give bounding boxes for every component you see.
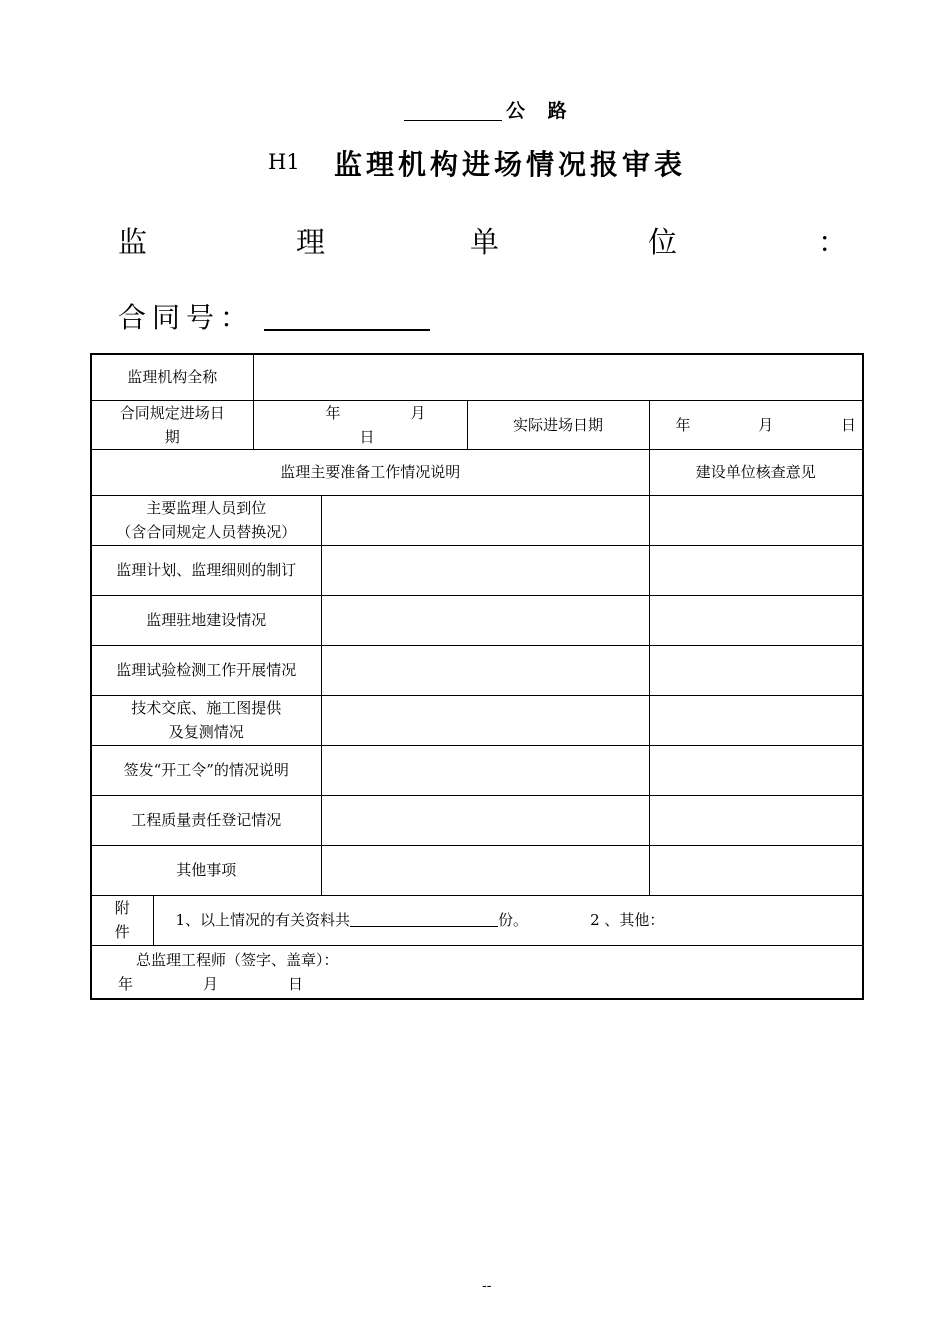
prep-work-cell[interactable] xyxy=(321,745,649,795)
prep-work-cell[interactable] xyxy=(321,795,649,845)
row-label-line1: 主要监理人员到位 xyxy=(146,499,267,517)
prep-work-cell[interactable] xyxy=(321,595,649,645)
sign-year: 年 xyxy=(118,974,134,993)
attachment-text-2: 份。 xyxy=(498,911,529,929)
owner-review-cell[interactable] xyxy=(649,595,863,645)
supervisor-char: 位 xyxy=(648,225,678,259)
table-row-label xyxy=(91,695,321,745)
actual-date-label: 实际进场日期 xyxy=(467,400,649,449)
prep-work-cell[interactable] xyxy=(321,645,649,695)
row-label-line1: 监理驻地建设情况 xyxy=(146,611,267,629)
prep-work-cell[interactable] xyxy=(321,495,649,545)
row-label-line2: （含合同规定人员替换况） xyxy=(116,523,297,541)
attachment-text-1: 1、以上情况的有关资料共 xyxy=(175,911,351,929)
supervisor-char: 单 xyxy=(470,225,500,259)
supervisor-unit-label xyxy=(118,220,848,260)
row-label-line2: 及复测情况 xyxy=(168,723,244,741)
sign-day: 日 xyxy=(288,974,304,993)
contract-date-year: 年 xyxy=(325,403,341,422)
prep-work-header: 监理主要准备工作情况说明 xyxy=(91,449,649,495)
contract-number-label: 合同号： xyxy=(118,301,255,334)
table-row-label xyxy=(91,645,321,695)
prep-work-cell[interactable] xyxy=(321,545,649,595)
contract-date-day: 日 xyxy=(359,427,375,446)
contract-date-field[interactable] xyxy=(253,400,467,449)
owner-review-header: 建设单位核查意见 xyxy=(649,449,863,495)
road-suffix: 公 路 xyxy=(506,100,575,122)
attachment-label-line2: 件 xyxy=(114,923,130,941)
owner-review-cell[interactable] xyxy=(649,795,863,845)
attachment-text-3: 2 、其他： xyxy=(590,911,665,929)
row-label-line1: 监理试验检测工作开展情况 xyxy=(116,661,297,679)
supervisor-char: ： xyxy=(818,225,848,259)
report-table xyxy=(90,353,864,1000)
owner-review-cell[interactable] xyxy=(649,845,863,895)
supervisor-char: 监 xyxy=(118,225,148,259)
owner-review-cell[interactable] xyxy=(649,645,863,695)
contract-date-label-line2: 期 xyxy=(164,427,180,446)
chief-signature-label: 总监理工程师（签字、盖章）： xyxy=(136,950,339,969)
table-row-label xyxy=(91,595,321,645)
road-name-line xyxy=(404,96,575,123)
form-title: 监理机构进场情况报审表 xyxy=(334,148,687,181)
row-label-line1: 工程质量责任登记情况 xyxy=(131,811,282,829)
table-row-label xyxy=(91,745,321,795)
actual-date-field[interactable] xyxy=(649,400,863,449)
row-label-line1: 签发“开工令”的情况说明 xyxy=(123,761,289,779)
chief-signature-cell[interactable] xyxy=(91,945,863,999)
row-label-line1: 监理计划、监理细则的制订 xyxy=(116,561,297,579)
contract-date-label-line1: 合同规定进场日 xyxy=(119,403,225,422)
actual-date-month: 月 xyxy=(758,415,774,434)
attachment-label xyxy=(91,895,153,945)
table-row-label xyxy=(91,495,321,545)
sign-month: 月 xyxy=(203,974,219,993)
contract-number-blank[interactable] xyxy=(264,301,430,331)
owner-review-cell[interactable] xyxy=(649,745,863,795)
row-label-line1: 其他事项 xyxy=(176,861,237,879)
attachment-count-blank[interactable] xyxy=(350,908,498,927)
contract-date-month: 月 xyxy=(410,403,426,422)
prep-work-cell[interactable] xyxy=(321,845,649,895)
form-code: H1 xyxy=(268,150,300,174)
owner-review-cell[interactable] xyxy=(649,495,863,545)
attachment-label-line1: 附 xyxy=(114,899,130,917)
attachment-content xyxy=(153,895,863,945)
prep-work-cell[interactable] xyxy=(321,695,649,745)
owner-review-cell[interactable] xyxy=(649,695,863,745)
table-row-label xyxy=(91,795,321,845)
org-name-label: 监理机构全称 xyxy=(91,354,253,400)
table-row-label xyxy=(91,545,321,595)
table-row-label xyxy=(91,845,321,895)
page-footer-mark: -- xyxy=(482,1278,492,1294)
owner-review-cell[interactable] xyxy=(649,545,863,595)
contract-number-line xyxy=(118,296,430,336)
road-name-blank[interactable] xyxy=(404,98,502,121)
row-label-line1: 技术交底、施工图提供 xyxy=(131,699,282,717)
contract-date-label xyxy=(91,400,253,449)
org-name-field[interactable] xyxy=(253,354,863,400)
actual-date-year: 年 xyxy=(675,415,691,434)
actual-date-day: 日 xyxy=(840,415,856,434)
supervisor-char: 理 xyxy=(296,225,326,259)
